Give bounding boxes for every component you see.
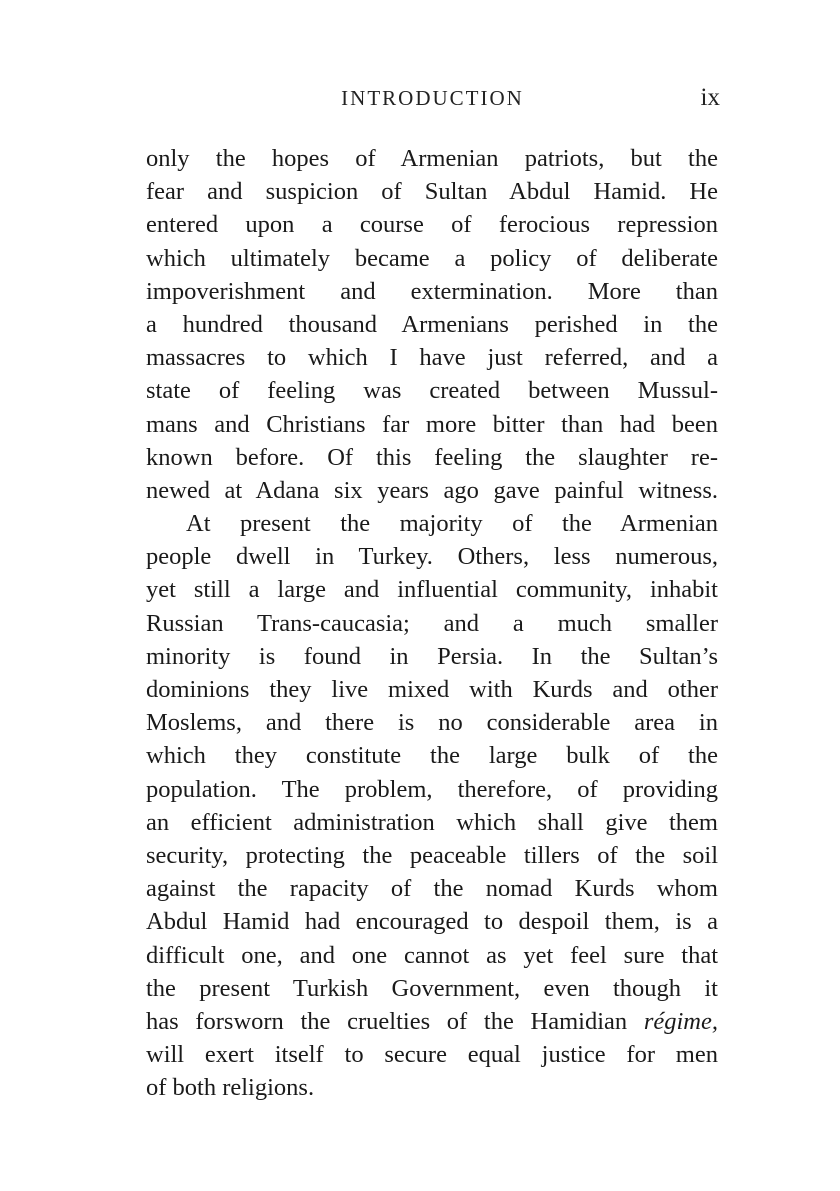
text-line: Russian Trans-caucasia; and a much smaller xyxy=(146,609,718,637)
text-line: mans and Christians far more bitter than had been xyxy=(146,410,718,438)
text-line: entered upon a course of ferocious repression xyxy=(146,211,718,239)
text-line: state of feeling was created between Mussul- xyxy=(146,377,718,405)
page-number: ix xyxy=(700,84,720,111)
text-line: dominions they live mixed with Kurds and other xyxy=(146,676,718,703)
text-line: of both religions. xyxy=(146,1074,315,1102)
running-head xyxy=(145,84,720,120)
text-line: the present Turkish Government, even though it xyxy=(146,974,718,1002)
text-line: Abdul Hamid had encouraged to despoil them, is a xyxy=(146,908,718,936)
paragraph-1 xyxy=(146,142,718,507)
text-line: only the hopes of Armenian patriots, but the xyxy=(146,145,718,172)
text-line: an efficient administration which shall give them xyxy=(146,808,718,836)
text-line: population. The problem, therefore, of providing xyxy=(146,775,718,803)
text-line: which they constitute the large bulk of the xyxy=(146,742,718,770)
text-segment: has forsworn the cruelties of the Hamidian xyxy=(146,1007,628,1035)
text-line: At present the majority of the Armenian xyxy=(186,510,718,538)
text-line: massacres to which I have just referred, and a xyxy=(146,344,718,372)
running-head-title: INTRODUCTION xyxy=(341,86,524,110)
text-line: Moslems, and there is no considerable area in xyxy=(146,709,718,737)
text-line: known before. Of this feeling the slaughter re- xyxy=(146,443,718,471)
text-line: yet still a large and influential community, inhabit xyxy=(146,576,718,604)
text-line-with-italic xyxy=(146,1005,718,1038)
body-text xyxy=(146,142,718,1104)
text-line: which ultimately became a policy of deliberate xyxy=(146,244,718,272)
text-line: people dwell in Turkey. Others, less numerous, xyxy=(146,543,718,571)
text-line: minority is found in Persia. In the Sultan’s xyxy=(146,642,718,670)
text-line: newed at Adana six years ago gave painful witness. xyxy=(146,476,718,504)
paragraph-2 xyxy=(146,507,718,1104)
text-line: impoverishment and extermination. More than xyxy=(146,277,718,305)
text-line: security, protecting the peaceable tillers of the soil xyxy=(146,841,718,869)
text-line: will exert itself to secure equal justice for men xyxy=(146,1041,718,1069)
text-line: difficult one, and one cannot as yet feel sure that xyxy=(146,941,718,969)
italic-word: régime, xyxy=(643,1007,718,1035)
text-line: against the rapacity of the nomad Kurds whom xyxy=(146,875,718,903)
text-line: a hundred thousand Armenians perished in the xyxy=(146,310,718,338)
text-line: fear and suspicion of Sultan Abdul Hamid. He xyxy=(146,178,718,206)
